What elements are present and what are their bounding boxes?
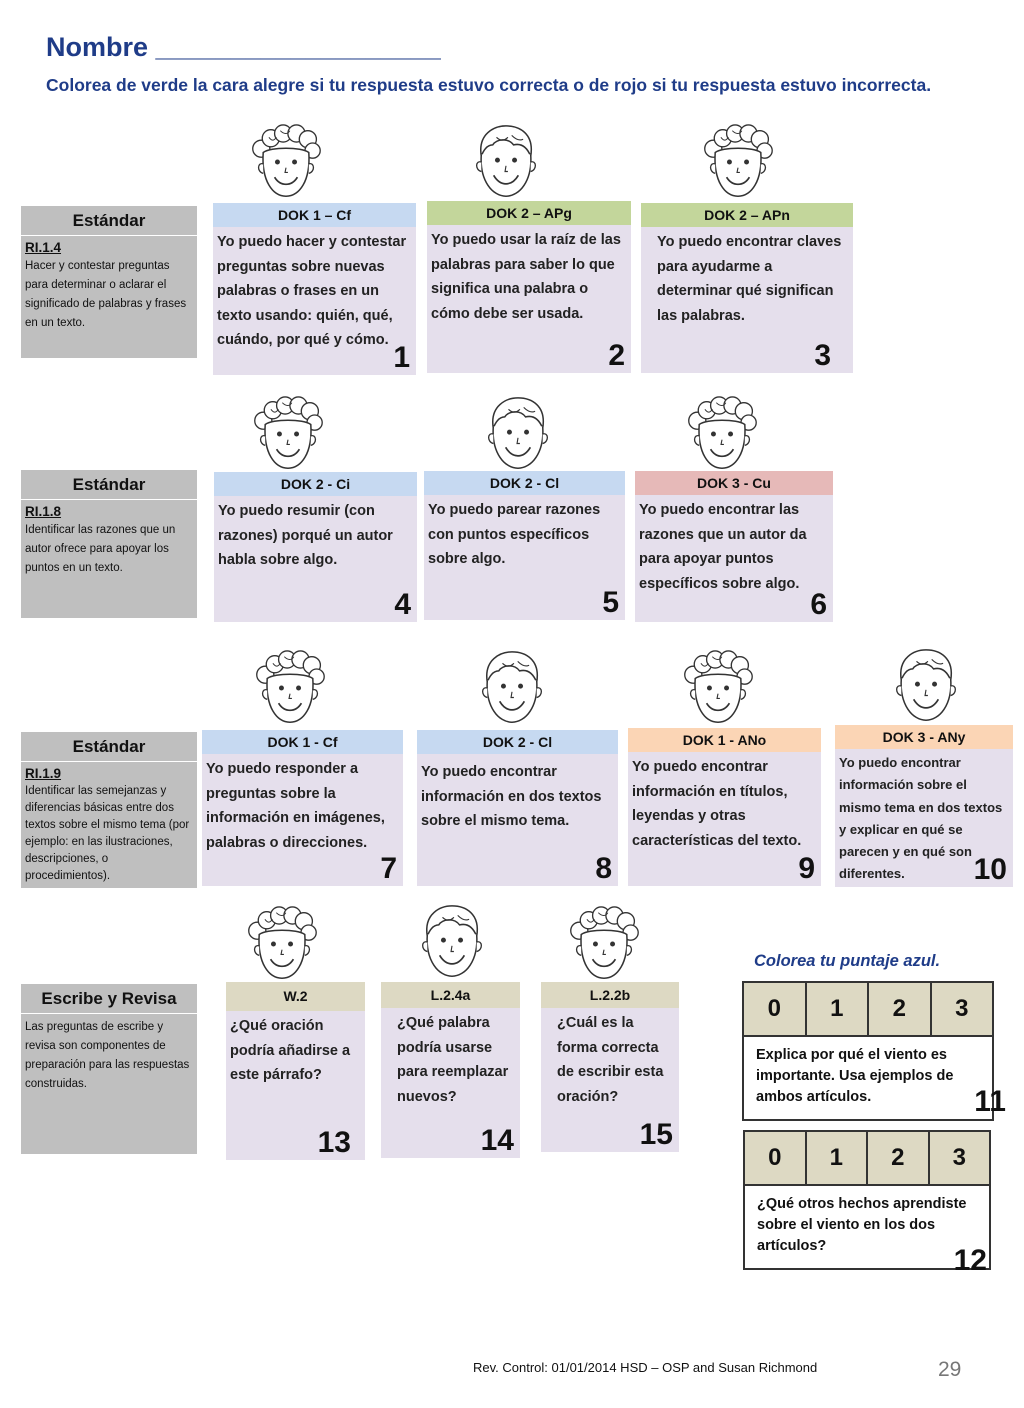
- skill-card: [641, 203, 853, 373]
- revision-footer: Rev. Control: 01/01/2014 HSD – OSP and Susan Richmond: [473, 1360, 818, 1375]
- girl-face-icon[interactable]: [684, 396, 760, 472]
- boy-face-icon[interactable]: [480, 396, 556, 472]
- skill-card: [628, 728, 821, 886]
- item-number: 11: [974, 1085, 1006, 1118]
- girl-face-icon[interactable]: [700, 124, 776, 200]
- skill-card: [541, 982, 679, 1152]
- score-box: [742, 981, 1006, 1121]
- card-text: ¿Qué oración podría añadirse a este párrafo?: [230, 1018, 351, 1083]
- card-text: Yo puedo resumir (con razones) porqué un autor habla sobre algo.: [218, 503, 393, 568]
- item-number: 4: [394, 588, 411, 621]
- card-text: Yo puedo encontrar claves para ayudarme a determinar qué significan las palabras.: [657, 234, 842, 324]
- standard-description: Identificar las razones que un autor ofrece para apoyar los puntos en un texto.: [25, 524, 176, 574]
- score-row: [744, 983, 992, 1037]
- skill-card: [214, 472, 417, 622]
- card-heading: DOK 2 – APn: [641, 203, 853, 227]
- standard-code: RI.1.4: [25, 240, 62, 255]
- standard-code: RI.1.8: [25, 504, 62, 519]
- page-number: 29: [938, 1358, 962, 1381]
- score-option[interactable]: 3: [955, 995, 969, 1022]
- item-number: 7: [380, 852, 397, 885]
- skill-card: [424, 471, 625, 620]
- score-instructions: Colorea tu puntaje azul.: [754, 952, 941, 970]
- item-number: 6: [810, 588, 827, 621]
- skill-card: [226, 982, 365, 1160]
- card-heading: DOK 2 - Ci: [214, 472, 417, 496]
- skill-card: [835, 725, 1013, 887]
- score-option[interactable]: 0: [745, 1132, 807, 1184]
- standard-description: Las preguntas de escribe y revisa son componentes de preparación para las respuestas construidas.: [25, 1021, 190, 1090]
- score-box: [743, 1130, 991, 1277]
- card-text: Yo puedo parear razones con puntos específicos sobre algo.: [428, 502, 601, 567]
- girl-face-icon[interactable]: [248, 124, 324, 200]
- card-text: Yo puedo encontrar información en dos textos sobre el mismo tema.: [421, 764, 602, 829]
- item-number: 2: [608, 339, 625, 372]
- score-option[interactable]: 0: [744, 983, 807, 1035]
- boy-face-icon[interactable]: [888, 648, 964, 724]
- score-question: [744, 1037, 992, 1108]
- girl-face-icon[interactable]: [252, 650, 328, 726]
- instructions: Colorea de verde la cara alegre si tu respuesta estuvo correcta o de rojo si tu respuesta estuvo incorrecta.: [46, 75, 932, 95]
- card-heading: DOK 1 – Cf: [213, 203, 416, 227]
- score-option[interactable]: 3: [952, 1144, 966, 1171]
- card-heading: DOK 2 – APg: [427, 201, 631, 225]
- score-question-text: Explica por qué el viento es importante. Usa ejemplos de ambos artículos.: [756, 1047, 954, 1105]
- item-number: 3: [814, 339, 831, 372]
- card-text: Yo puedo encontrar información sobre el mismo tema en dos textos y explicar en qué se parecen y en qué son diferentes.: [839, 755, 1003, 882]
- standard-box: [21, 984, 197, 1154]
- skill-card: [417, 730, 618, 886]
- card-text: Yo puedo usar la raíz de las palabras para saber lo que significa una palabra o cómo debe ser usada.: [431, 232, 621, 322]
- score-option[interactable]: 2: [868, 1132, 930, 1184]
- item-number: 14: [480, 1124, 514, 1157]
- boy-face-icon[interactable]: [474, 650, 550, 726]
- girl-face-icon[interactable]: [250, 396, 326, 472]
- standard-heading: Estándar: [21, 732, 197, 762]
- item-number: 5: [602, 586, 619, 619]
- boy-face-icon[interactable]: [468, 124, 544, 200]
- card-text: ¿Cuál es la forma correcta de escribir esta oración?: [557, 1015, 664, 1105]
- skill-card: [381, 982, 520, 1158]
- card-heading: DOK 3 - ANy: [835, 725, 1013, 749]
- card-heading: L.2.2b: [541, 982, 679, 1008]
- page-title: Nombre ___________________: [46, 32, 441, 62]
- card-heading: DOK 1 - Cf: [202, 730, 403, 754]
- standard-box: [21, 732, 197, 888]
- card-text: Yo puedo responder a preguntas sobre la información en imágenes, palabras o direcciones.: [206, 761, 385, 851]
- standard-heading: Escribe y Revisa: [21, 984, 197, 1014]
- item-number: 13: [317, 1126, 351, 1159]
- standard-description: Identificar las semejanzas y diferencias básicas entre dos textos sobre el mismo tema (por ejemplo: en las ilustraciones, descripciones, o procedimientos).: [25, 785, 190, 882]
- skill-card: [635, 471, 833, 622]
- item-number: 12: [953, 1244, 987, 1277]
- score-option[interactable]: 1: [807, 983, 870, 1035]
- girl-face-icon[interactable]: [566, 906, 642, 982]
- item-number: 10: [973, 853, 1007, 886]
- card-heading: DOK 1 - ANo: [628, 728, 821, 752]
- card-heading: L.2.4a: [381, 982, 520, 1008]
- skill-card: [213, 203, 416, 375]
- card-text: ¿Qué palabra podría usarse para reemplazar nuevos?: [397, 1015, 509, 1105]
- standard-box: [21, 206, 197, 358]
- card-text: Yo puedo hacer y contestar preguntas sobre nuevas palabras o frases en un texto usando: quién, qué, cuándo, por qué y cómo.: [217, 234, 407, 348]
- score-question-text: ¿Qué otros hechos aprendiste sobre el viento en los dos artículos?: [757, 1196, 967, 1254]
- item-number: 15: [639, 1118, 673, 1151]
- item-number: 1: [393, 341, 410, 374]
- card-heading: DOK 2 - Cl: [417, 730, 618, 754]
- card-heading: DOK 3 - Cu: [635, 471, 833, 495]
- standard-box: [21, 470, 197, 618]
- standard-code: RI.1.9: [25, 766, 62, 781]
- card-heading: DOK 2 - Cl: [424, 471, 625, 495]
- card-text: Yo puedo encontrar información en títulos, leyendas y otras características del texto.: [632, 759, 802, 849]
- girl-face-icon[interactable]: [244, 906, 320, 982]
- item-number: 8: [595, 852, 612, 885]
- score-option[interactable]: 1: [807, 1132, 869, 1184]
- score-question: [745, 1186, 989, 1257]
- standard-heading: Estándar: [21, 206, 197, 236]
- standard-heading: Estándar: [21, 470, 197, 500]
- card-heading: W.2: [226, 982, 365, 1011]
- girl-face-icon[interactable]: [680, 650, 756, 726]
- standard-description: Hacer y contestar preguntas para determinar o aclarar el significado de palabras y frases en un texto.: [25, 260, 187, 329]
- card-text: Yo puedo encontrar las razones que un autor da para apoyar puntos específicos sobre algo.: [639, 502, 807, 592]
- skill-card: [202, 730, 403, 886]
- score-option[interactable]: 2: [869, 983, 932, 1035]
- item-number: 9: [798, 852, 815, 885]
- skill-card: [427, 201, 631, 373]
- boy-face-icon[interactable]: [414, 904, 490, 980]
- score-row: [745, 1132, 989, 1186]
